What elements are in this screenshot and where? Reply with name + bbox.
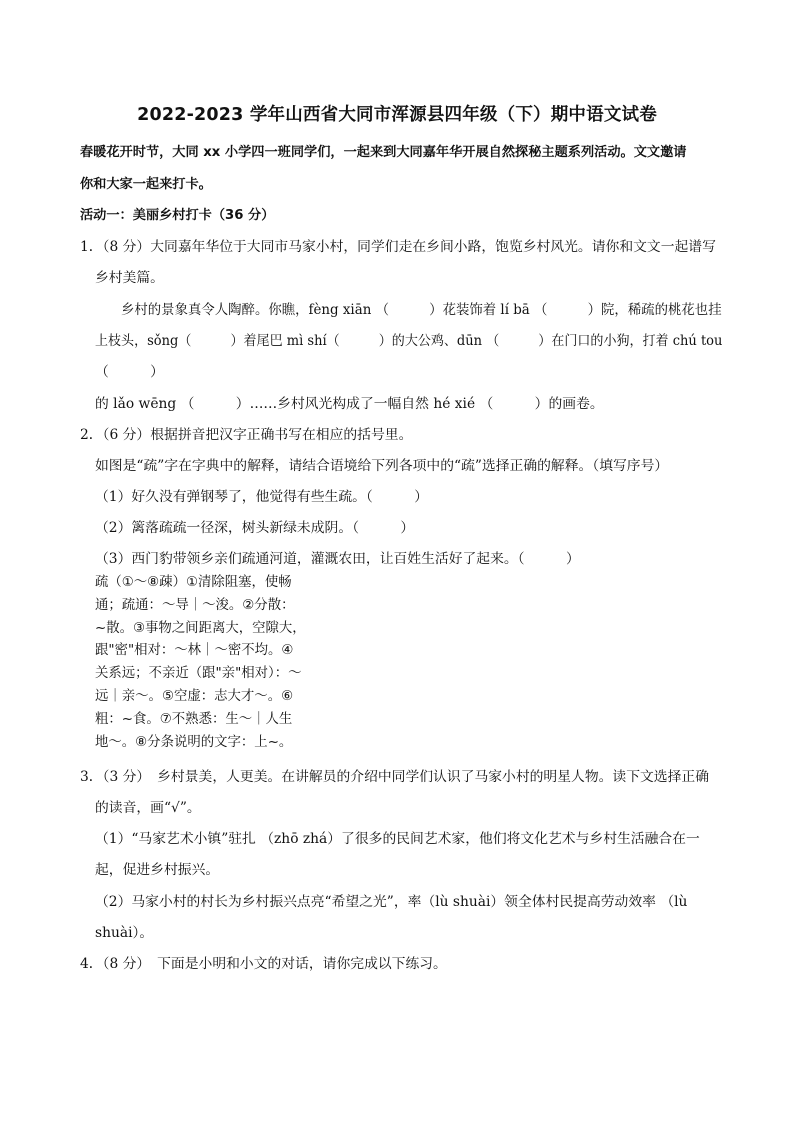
q2-item-2: （2）篱落疏疏一径深，树头新绿未成阴。（ ）: [95, 520, 415, 536]
dictionary-line: 关系远；不亲近（跟"亲"相对）：～: [95, 666, 302, 682]
dictionary-line: 粗：~食。⑦不熟悉：生～｜人生: [95, 711, 293, 727]
q1-passage-line-4: 的 lǎo wēng （ ）……乡村风光构成了一幅自然 hé xié （ ）的画卷。: [95, 396, 604, 412]
q1-stem-line-2: 乡村美篇。: [95, 270, 164, 286]
dictionary-line: 跟"密"相对：～林｜～密不均。④: [95, 643, 294, 659]
page-title: 2022-2023 学年山西省大同市浑源县四年级（下）期中语文试卷: [137, 105, 657, 125]
q2-item-1: （1）好久没有弹钢琴了，他觉得有些生疏。（ ）: [95, 489, 429, 505]
dictionary-line: 通；疏通：～导｜～浚。②分散：: [95, 597, 295, 613]
q4-stem: 4．（8 分） 下面是小明和小文的对话，请你完成以下练习。: [80, 956, 447, 972]
q3-item-1-line-2: 起，促进乡村振兴。: [95, 862, 220, 878]
q1-stem-line-1: 1．（8 分）大同嘉年华位于大同市马家小村，同学们走在乡间小路，饱览乡村风光。请你和文文一起谱写: [80, 239, 716, 255]
q1-passage-line-3: （ ）: [95, 364, 164, 380]
dictionary-line: ~散。③事物之间距离大，空隙大，: [95, 620, 306, 636]
q1-passage-line-2: 上枝头，sǒng（ ）着尾巴 mì shí（ ）的大公鸡、dūn （ ）在门口的小狗，打着 chú tou: [95, 333, 723, 349]
q2-instruction: 如图是“疏”字在字典中的解释，请结合语境给下列各项中的“疏”选择正确的解释。（填写序号）: [95, 458, 669, 474]
q3-item-1-line-1: （1）“马家艺术小镇”驻扎 （zhō zhá）了很多的民间艺术家，他们将文化艺术与乡村生活融合在一: [95, 831, 700, 847]
dictionary-line: 远｜亲～。⑤空虚：志大才～。⑥: [95, 688, 294, 704]
intro-line-1: 春暖花开时节，大同 xx 小学四一班同学们，一起来到大同嘉年华开展自然探秘主题系列活动。文文邀请: [80, 145, 687, 160]
dictionary-line: 疏（①～⑧疎）①清除阻塞，使畅: [95, 575, 292, 590]
dictionary-entry: [95, 572, 335, 754]
dictionary-line: 地～。⑧分条说明的文字：上~。: [95, 734, 293, 750]
q1-passage-line-1: 乡村的景象真令人陶醉。你瞧，fèng xiān （ ）花装饰着 lí bā （ ）院，稀疏的桃花也挂: [121, 302, 722, 318]
q2-item-3: （3）西门豹带领乡亲们疏通河道，灌溉农田，让百姓生活好了起来。（ ）: [95, 551, 580, 567]
q3-stem-line-1: 3．（3 分） 乡村景美，人更美。在讲解员的介绍中同学们认识了马家小村的明星人物。读下文选择正确: [80, 769, 709, 785]
q3-stem-line-2: 的读音，画“√”。: [95, 800, 201, 816]
activity-1-heading: 活动一：美丽乡村打卡（36 分）: [80, 208, 275, 223]
q2-stem: 2．（6 分）根据拼音把汉字正确书写在相应的括号里。: [80, 427, 413, 443]
intro-line-2: 你和大家一起来打卡。: [80, 177, 212, 192]
q3-item-2-line-1: （2）马家小村的村长为乡村振兴点亮“希望之光”，率（lù shuài）领全体村民提高劳动效率 （lù: [95, 894, 688, 910]
q3-item-2-line-2: shuài）。: [95, 925, 154, 941]
